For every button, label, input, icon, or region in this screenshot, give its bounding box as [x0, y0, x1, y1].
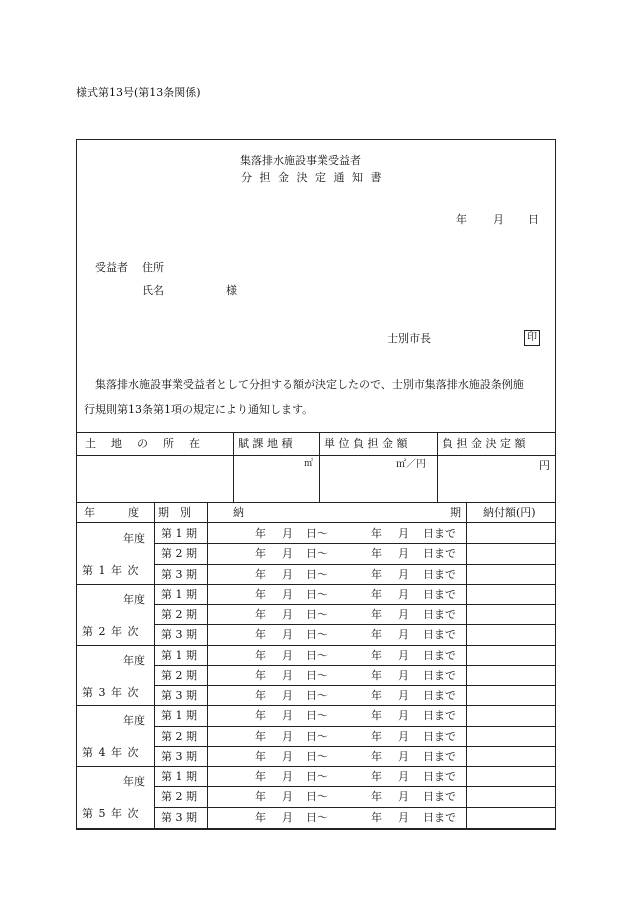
year-group-divider: [76, 584, 556, 585]
due-to-year: 年: [371, 770, 382, 783]
honorific-label: 様: [226, 284, 237, 297]
due-from-day: 日～: [306, 810, 328, 824]
period-row-divider: [154, 685, 556, 686]
due-to-day: 日まで: [423, 729, 456, 743]
due-to-year: 年: [371, 547, 382, 561]
period-row-divider: [154, 807, 556, 808]
due-from-year: 年: [255, 547, 266, 561]
fiscal-year-label: 年度: [123, 653, 145, 667]
due-header-right: 期: [450, 506, 461, 519]
due-from-day: 日～: [306, 527, 328, 540]
period-row-divider: [154, 786, 556, 787]
due-from-year: 年: [255, 810, 266, 824]
period-label: 第 3 期: [161, 567, 197, 581]
body-text-line1: 集落排水施設事業受益者として分担する額が決定したので、士別市集落排水施設条例施: [95, 378, 524, 391]
due-to-day: 日まで: [423, 709, 456, 723]
fiscal-year-label: 年度: [123, 775, 145, 788]
due-from-month: 月: [282, 628, 293, 642]
due-from-year: 年: [255, 668, 266, 682]
due-to-year: 年: [371, 810, 382, 824]
due-from-day: 日～: [306, 689, 328, 702]
due-from-day: 日～: [306, 547, 328, 561]
due-from-day: 日～: [306, 628, 328, 642]
due-from-day: 日～: [306, 608, 328, 621]
unit-amount-header: 単 位 負 担 金 額: [324, 437, 408, 450]
due-from-day: 日～: [306, 567, 328, 581]
due-from-day: 日～: [306, 749, 328, 763]
year-ordinal-label: 第 1 年 次: [82, 564, 140, 577]
due-from-day: 日～: [306, 770, 328, 783]
fiscal-year-header: 年 度: [84, 506, 139, 519]
due-to-month: 月: [398, 729, 409, 743]
issuer-title: 士別市長: [387, 332, 431, 345]
area-header: 賦 課 地 積: [238, 437, 293, 450]
due-from-year: 年: [255, 628, 266, 642]
due-from-month: 月: [282, 770, 293, 783]
due-to-day: 日まで: [423, 770, 456, 783]
period-row-divider: [154, 746, 556, 747]
due-to-day: 日まで: [423, 547, 456, 561]
summary-table-top: [76, 432, 556, 433]
period-label: 第 1 期: [161, 770, 197, 783]
year-group-divider: [76, 705, 556, 706]
period-row-divider: [154, 564, 556, 565]
schedule-header-bottom: [76, 522, 556, 523]
due-from-day: 日～: [306, 709, 328, 723]
schedule-table-bottom: [76, 828, 556, 829]
body-text-line2: 行規則第13条第1項の規定により通知します。: [84, 403, 314, 416]
period-row-divider: [154, 665, 556, 666]
summary-table-bottom: [76, 502, 556, 503]
year-group-divider: [76, 766, 556, 767]
due-to-month: 月: [398, 527, 409, 540]
due-to-month: 月: [398, 628, 409, 642]
due-from-year: 年: [255, 587, 266, 601]
due-to-month: 月: [398, 770, 409, 783]
due-from-year: 年: [255, 709, 266, 723]
due-from-day: 日～: [306, 790, 328, 804]
due-to-day: 日まで: [423, 689, 456, 702]
due-to-year: 年: [371, 709, 382, 723]
due-to-day: 日まで: [423, 608, 456, 621]
due-from-year: 年: [255, 648, 266, 662]
summary-col-divider: [437, 432, 438, 502]
due-from-month: 月: [282, 608, 293, 621]
due-to-month: 月: [398, 668, 409, 682]
due-to-day: 日まで: [423, 668, 456, 682]
period-row-divider: [154, 726, 556, 727]
year-ordinal-label: 第 2 年 次: [82, 624, 140, 638]
due-from-year: 年: [255, 770, 266, 783]
due-from-month: 月: [282, 567, 293, 581]
due-from-day: 日～: [306, 729, 328, 743]
summary-col-divider: [319, 432, 320, 502]
due-header-left: 納: [233, 506, 244, 519]
due-from-month: 月: [282, 749, 293, 763]
unit-amount-unit: ㎡／円: [396, 459, 426, 470]
document-title-line2: 分 担 金 決 定 通 知 書: [241, 171, 384, 184]
due-to-day: 日まで: [423, 790, 456, 804]
due-from-month: 月: [282, 547, 293, 561]
due-to-day: 日まで: [423, 628, 456, 642]
date-year: 年: [456, 213, 467, 226]
due-to-day: 日まで: [423, 749, 456, 763]
due-to-year: 年: [371, 729, 382, 743]
period-label: 第 2 期: [161, 729, 197, 743]
due-from-month: 月: [282, 527, 293, 540]
due-to-day: 日まで: [423, 567, 456, 581]
due-from-day: 日～: [306, 587, 328, 601]
period-label: 第 2 期: [161, 608, 197, 621]
due-from-month: 月: [282, 810, 293, 824]
fiscal-year-label: 年度: [123, 532, 145, 545]
due-to-year: 年: [371, 749, 382, 763]
due-to-year: 年: [371, 527, 382, 540]
due-to-year: 年: [371, 648, 382, 662]
due-from-month: 月: [282, 587, 293, 601]
period-label: 第 3 期: [161, 810, 197, 824]
period-label: 第 1 期: [161, 709, 197, 723]
year-group-divider: [76, 645, 556, 646]
due-from-month: 月: [282, 648, 293, 662]
due-from-month: 月: [282, 709, 293, 723]
period-row-divider: [154, 604, 556, 605]
due-to-month: 月: [398, 567, 409, 581]
year-ordinal-label: 第 3 年 次: [82, 685, 140, 699]
due-to-month: 月: [398, 810, 409, 824]
location-header: 土 地 の 所 在: [85, 437, 202, 450]
due-to-day: 日まで: [423, 587, 456, 601]
document-title-line1: 集落排水施設事業受益者: [240, 154, 361, 167]
due-to-day: 日まで: [423, 810, 456, 824]
due-from-day: 日～: [306, 668, 328, 682]
due-to-month: 月: [398, 709, 409, 723]
due-from-day: 日～: [306, 648, 328, 662]
due-to-year: 年: [371, 668, 382, 682]
due-to-month: 月: [398, 648, 409, 662]
due-to-month: 月: [398, 547, 409, 561]
address-label: 住所: [142, 261, 164, 274]
due-from-year: 年: [255, 689, 266, 702]
due-from-year: 年: [255, 527, 266, 540]
due-to-month: 月: [398, 587, 409, 601]
year-ordinal-label: 第 4 年 次: [82, 746, 140, 760]
period-row-divider: [154, 624, 556, 625]
due-from-year: 年: [255, 567, 266, 581]
period-header: 期 別: [158, 506, 191, 519]
amount-header: 納付額(円): [483, 506, 536, 519]
due-to-year: 年: [371, 567, 382, 581]
due-from-year: 年: [255, 749, 266, 763]
seal-mark: 印: [524, 330, 540, 346]
due-to-month: 月: [398, 608, 409, 621]
date-month: 月: [493, 213, 504, 226]
due-to-month: 月: [398, 689, 409, 702]
period-label: 第 1 期: [161, 648, 197, 662]
name-label: 氏名: [142, 284, 164, 297]
period-row-divider: [154, 543, 556, 544]
fiscal-year-label: 年度: [123, 592, 145, 606]
period-label: 第 2 期: [161, 790, 197, 804]
due-from-year: 年: [255, 790, 266, 804]
due-to-day: 日まで: [423, 648, 456, 662]
fiscal-year-label: 年度: [123, 714, 145, 728]
due-to-month: 月: [398, 749, 409, 763]
due-to-month: 月: [398, 790, 409, 804]
summary-header-divider: [76, 455, 556, 456]
due-to-year: 年: [371, 689, 382, 702]
due-from-month: 月: [282, 668, 293, 682]
year-ordinal-label: 第 5 年 次: [82, 807, 140, 820]
area-unit: ㎡: [304, 459, 314, 469]
period-label: 第 3 期: [161, 689, 197, 702]
due-from-month: 月: [282, 729, 293, 743]
period-label: 第 2 期: [161, 547, 197, 561]
due-to-day: 日まで: [423, 527, 456, 540]
period-label: 第 2 期: [161, 668, 197, 682]
summary-col-divider: [233, 432, 234, 502]
period-label: 第 3 期: [161, 628, 197, 642]
due-from-year: 年: [255, 729, 266, 743]
date-day: 日: [528, 213, 539, 226]
due-to-year: 年: [371, 628, 382, 642]
due-from-month: 月: [282, 689, 293, 702]
period-label: 第 1 期: [161, 527, 197, 540]
due-to-year: 年: [371, 608, 382, 621]
period-label: 第 1 期: [161, 587, 197, 601]
period-label: 第 3 期: [161, 749, 197, 763]
due-to-year: 年: [371, 790, 382, 804]
beneficiary-label: 受益者: [95, 261, 128, 274]
form-label: 様式第13号(第13条関係): [76, 86, 201, 99]
determined-amount-unit: 円: [539, 459, 550, 472]
due-from-year: 年: [255, 608, 266, 621]
due-to-year: 年: [371, 587, 382, 601]
due-from-month: 月: [282, 790, 293, 804]
determined-amount-header: 負 担 金 決 定 額: [442, 437, 526, 450]
